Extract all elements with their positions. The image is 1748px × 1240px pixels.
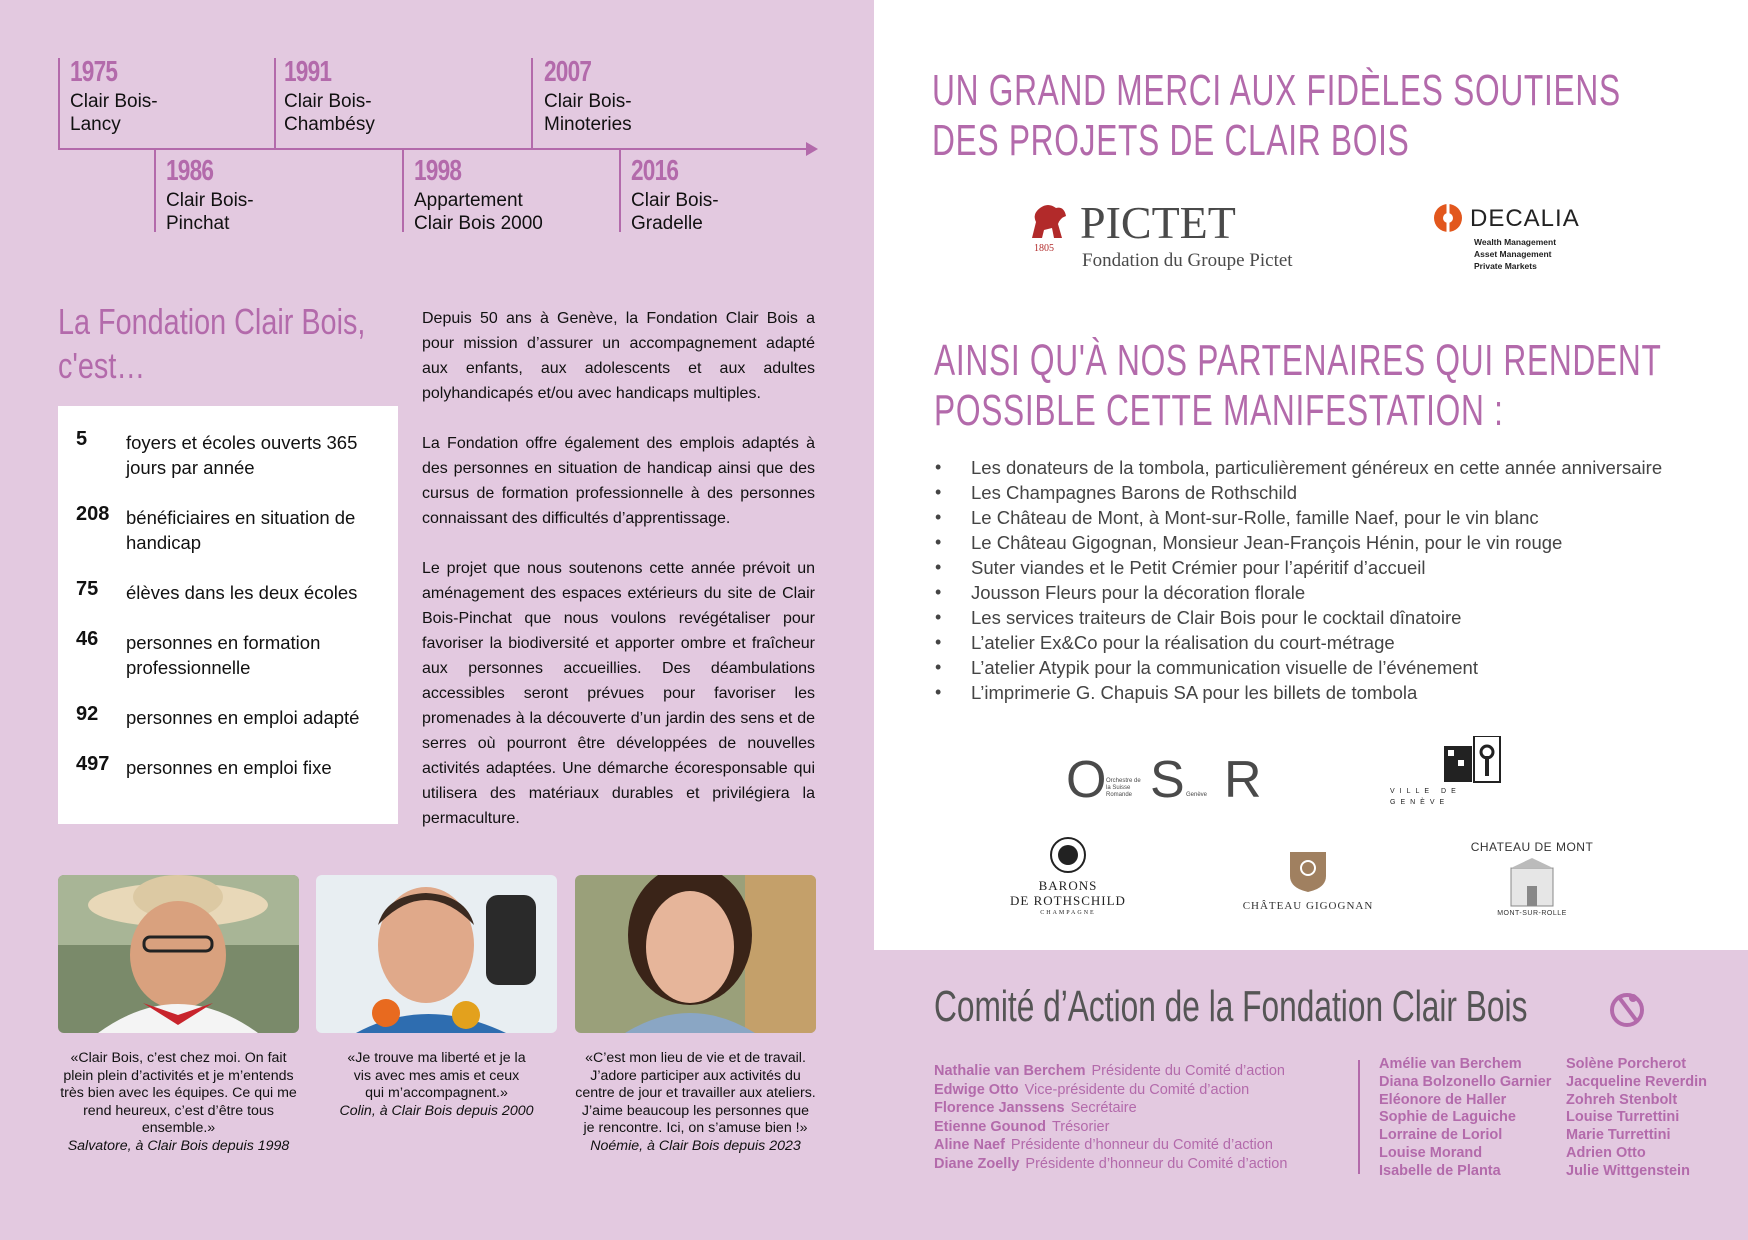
comite-name: Jacqueline Reverdin [1566, 1073, 1708, 1090]
timeline-arrow-icon [806, 142, 818, 156]
mission-paragraph: Depuis 50 ans à Genève, la Fondation Clair Bois a pour mission d’assurer un accompagnement adapté aux enfants, aux adolescents et aux adultes polyhandicapés et/ou avec handicaps multiples. [422, 310, 815, 402]
comite-member: Edwige Otto Vice-présidente du Comité d’action [934, 1081, 1250, 1098]
timeline-site: Clair Bois- Minoteries [544, 91, 632, 135]
comite-name: Amélie van Berchem [1379, 1056, 1522, 1072]
comite-member: Nathalie van Berchem Présidente du Comité d’action [934, 1063, 1285, 1079]
chateau-drawing-icon [1509, 858, 1555, 908]
comite-name: Eléonore de Haller [1379, 1091, 1507, 1108]
timeline-site: Appartement Clair Bois 2000 [414, 190, 543, 234]
comite-title: Comité d’Action de la Fondation Clair Bois [934, 982, 1528, 1031]
photo-colin [316, 875, 557, 1033]
timeline-year: 1991 [284, 56, 332, 88]
rothschild-logo: BARONS DE ROTHSCHILD CHAMPAGNE [1000, 836, 1136, 920]
comite-name: Zohreh Stenbolt [1566, 1091, 1678, 1108]
comite-name: Marie Turrettini [1566, 1127, 1671, 1144]
project-paragraph: Le projet que nous soutenons cette année prévoit un aménagement des espaces extérieurs du site de Clair Bois-Pinchat que nous voulons revégétaliser pour favoriser la biodiversité et apporter ombre et fraîcheur aux personnes accueillies. Des déambulations accessibles seront prévues pour favoriser les promenades à la découverte d’un jardin des sens et de serres où pourront être développées de nouvelles activités adaptées. Une démarche écoresponsable qui utilisera des matériaux durables et privilégiera la permaculture. [422, 560, 815, 827]
pictet-logo: 1805 PICTET Fondation du Groupe Pictet [1026, 200, 1346, 280]
stat-number: 497 [76, 753, 110, 775]
comite-name: Adrien Otto [1566, 1145, 1646, 1161]
timeline-year: 1998 [414, 155, 462, 187]
comite-member: Aline Naef Présidente d’honneur du Comité d’action [934, 1137, 1273, 1153]
osr-logo: O Orchestre de la Suisse Romande S Genève R [1066, 751, 1262, 809]
stat-number: 92 [76, 703, 99, 725]
pictet-lion-icon [1026, 200, 1070, 242]
gigognan-logo: CHÂTEAU GIGOGNAN [1228, 850, 1388, 914]
stat-label: personnes en emploi fixe [126, 757, 332, 778]
stat-label: élèves dans les deux écoles [126, 582, 358, 603]
testimonial-noemie: «C’est mon lieu de vie et de travail. J’adore participer aux activités du centre de jour et travailler aux ateliers. J’aime beaucoup les personnes que je rencontre. Ici, on s’amuse bien !» Noémie, à Clair Bois depuis 2023 [575, 1050, 816, 1154]
list-item: • Les Champagnes Barons de Rothschild [935, 480, 1715, 505]
timeline-site: Clair Bois- Lancy [70, 91, 158, 135]
comite-name: Lorraine de Loriol [1379, 1127, 1503, 1144]
geneva-coat-of-arms-icon [1444, 736, 1502, 784]
merci-heading: UN GRAND MERCI AUX FIDÈLES SOUTIENS DES PROJETS DE CLAIR BOIS [932, 66, 1621, 165]
testimonial-salvatore: «Clair Bois, c’est chez moi. On fait plein plein d’activités et je m’entends très bien avec les équipes. Ce qui me rend heureux, c’est d’être tous ensemble.» Salvatore, à Clair Bois depuis 1998 [60, 1050, 297, 1154]
stat-label: personnes en emploi adapté [126, 707, 360, 728]
stat-number: 5 [76, 428, 88, 450]
gigognan-shield-icon [1288, 850, 1328, 894]
testimonial-colin: «Je trouve ma liberté et je la vis avec mes amis et ceux qui m’accompagnent.» Colin, à Clair Bois depuis 2000 [339, 1050, 534, 1119]
list-item: • L’atelier Ex&Co pour la réalisation du court-métrage [935, 630, 1715, 655]
ville-de-geneve-logo: VILLE DE GENÈVE [1390, 736, 1510, 806]
list-item: • Le Château de Mont, à Mont-sur-Rolle, famille Naef, pour le vin blanc [935, 505, 1715, 530]
comite-divider [1358, 1060, 1360, 1174]
photo-salvatore [58, 875, 299, 1033]
chateau-de-mont-logo: CHATEAU DE MONT MONT-SUR-ROLLE [1470, 840, 1594, 917]
list-item: • Les donateurs de la tombola, particulièrement généreux en cette année anniversaire [935, 455, 1715, 480]
comite-name: Diana Bolzonello Garnier [1379, 1073, 1552, 1090]
comite-name: Louise Morand [1379, 1145, 1483, 1161]
list-item: • L’atelier Atypik pour la communication visuelle de l’événement [935, 655, 1715, 680]
comite-name: Solène Porcherot [1566, 1056, 1687, 1072]
photo-noemie [575, 875, 816, 1033]
timeline-site: Clair Bois- Chambésy [284, 91, 375, 135]
partenaires-heading: AINSI QU'À NOS PARTENAIRES QUI RENDENT POSSIBLE CETTE MANIFESTATION : [934, 336, 1662, 435]
comite-member: Diane Zoelly Présidente d’honneur du Comité d’action [934, 1155, 1288, 1172]
stat-label: foyers et écoles ouverts 365 jours par année [126, 432, 358, 478]
timeline-axis [58, 148, 810, 150]
comite-name: Isabelle de Planta [1379, 1162, 1501, 1179]
stat-number: 75 [76, 578, 99, 600]
timeline-year: 2007 [544, 56, 592, 88]
list-item: • L’imprimerie G. Chapuis SA pour les billets de tombola [935, 680, 1715, 705]
comite-name: Sophie de Laguiche [1379, 1109, 1516, 1126]
fondation-title: La Fondation Clair Bois, c'est… [58, 301, 366, 386]
comite-name: Julie Wittgenstein [1566, 1162, 1690, 1179]
timeline-year: 2016 [631, 155, 679, 187]
timeline-year: 1986 [166, 155, 214, 187]
list-item: • Suter viandes et le Petit Crémier pour l’apéritif d’accueil [935, 555, 1715, 580]
timeline-year: 1975 [70, 56, 118, 88]
stat-number: 46 [76, 628, 99, 650]
employment-paragraph: La Fondation offre également des emplois adaptés à des personnes en situation de handicap ainsi que des cursus de formation professionnelle à des personnes connaissant des difficultés d’apprentissage. [422, 435, 815, 527]
timeline-site: Clair Bois- Pinchat [166, 190, 254, 234]
comite-member: Florence Janssens Secrétaire [934, 1100, 1137, 1116]
stat-number: 208 [76, 503, 110, 525]
stat-label: bénéficiaires en situation de handicap [126, 507, 356, 553]
timeline-site: Clair Bois- Gradelle [631, 190, 719, 234]
comite-member: Etienne Gounod Trésorier [934, 1118, 1110, 1135]
clair-bois-logo-icon [1608, 990, 1646, 1028]
rothschild-crest-icon [1049, 836, 1087, 874]
comite-name: Louise Turrettini [1566, 1109, 1680, 1126]
stats-box [58, 406, 398, 824]
list-item: • Le Château Gigognan, Monsieur Jean-François Hénin, pour le vin rouge [935, 530, 1715, 555]
list-item: • Jousson Fleurs pour la décoration florale [935, 580, 1715, 605]
decalia-logo: DECALIA Wealth Management Asset Management Private Markets [1434, 204, 1604, 274]
list-item: • Les services traiteurs de Clair Bois pour le cocktail dînatoire [935, 605, 1715, 630]
partner-list [935, 455, 1715, 705]
decalia-mark-icon [1434, 204, 1462, 232]
stat-label: personnes en formation professionnelle [126, 632, 321, 678]
